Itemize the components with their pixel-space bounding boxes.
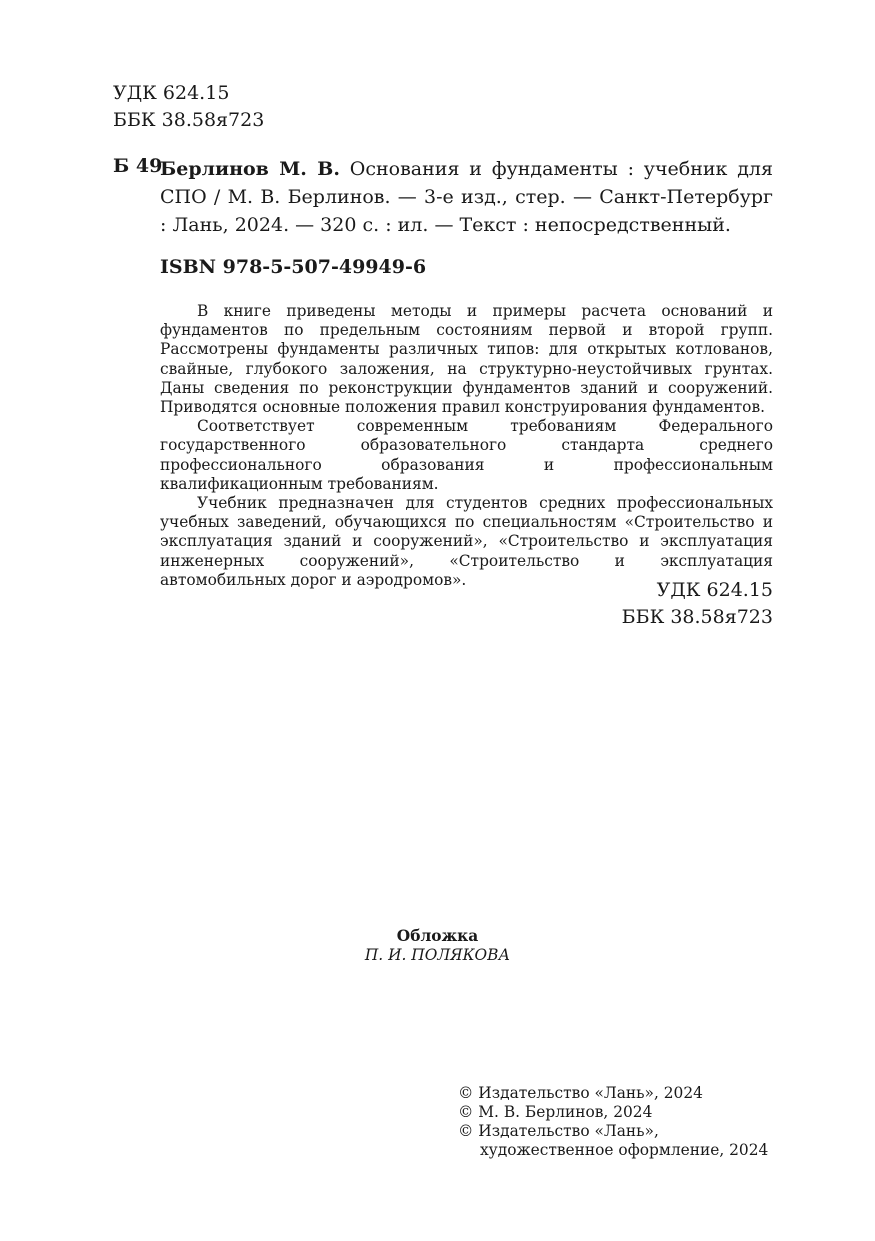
cover-credit [300, 927, 575, 965]
author-cipher: Б 49 [113, 155, 163, 177]
copyright-line: © Издательство «Лань», 2024 [458, 1084, 703, 1102]
annotation-paragraph: Учебник предназначен для студентов средних профессиональных учебных заведений, обучающихся по специальностям «Строительство и эксплуатация зданий и сооружений», «Строительство и эксплуатация инженерных сооружений», «Строительство и эксплуатация автомобильных дорог и аэродромов». [160, 494, 773, 589]
record-description: Основания и фундаменты : учебник для СПО / М. В. Берлинов. — 3-е изд., стер. — Санкт-Петербург : Лань, 2024. — 320 с. : ил. — Текст : непосредственный. [160, 158, 773, 236]
cover-credit-title: Обложка [396, 927, 479, 945]
bbk-code: ББК 38.58я723 [113, 109, 265, 131]
annotation-paragraph: В книге приведены методы и примеры расчета оснований и фундаментов по предельным состояниям первой и второй групп. Рассмотрены фундаменты различных типов: для открытых котлованов, свайные, глубокого заложения, на структурно-неустойчивых грунтах. Даны сведения по реконструкции фундаментов зданий и сооружений. Приводятся основные положения правил конструирования фундаментов. [160, 302, 773, 417]
copyright-block [458, 1084, 778, 1160]
bbk-code: ББК 38.58я723 [621, 606, 773, 628]
udk-code: УДК 624.15 [656, 579, 773, 601]
record-author: Берлинов М. В. [160, 158, 340, 180]
cover-credit-name: П. И. ПОЛЯКОВА [364, 946, 511, 964]
isbn: ISBN 978-5-507-49949-6 [160, 256, 427, 278]
udk-block-top [113, 80, 264, 134]
annotation [160, 302, 773, 590]
copyright-line: © М. В. Берлинов, 2024 [458, 1103, 653, 1121]
annotation-paragraph: Соответствует современным требованиям Федерального государственного образовательного стандарта среднего профессионального образования и профессиональным квалификационным требованиям. [160, 417, 773, 493]
copyright-line: художественное оформление, 2024 [480, 1141, 769, 1159]
udk-block-right [500, 577, 773, 631]
copyright-line: © Издательство «Лань», [458, 1122, 659, 1140]
bibliographic-record [160, 155, 773, 239]
udk-code: УДК 624.15 [113, 82, 230, 104]
